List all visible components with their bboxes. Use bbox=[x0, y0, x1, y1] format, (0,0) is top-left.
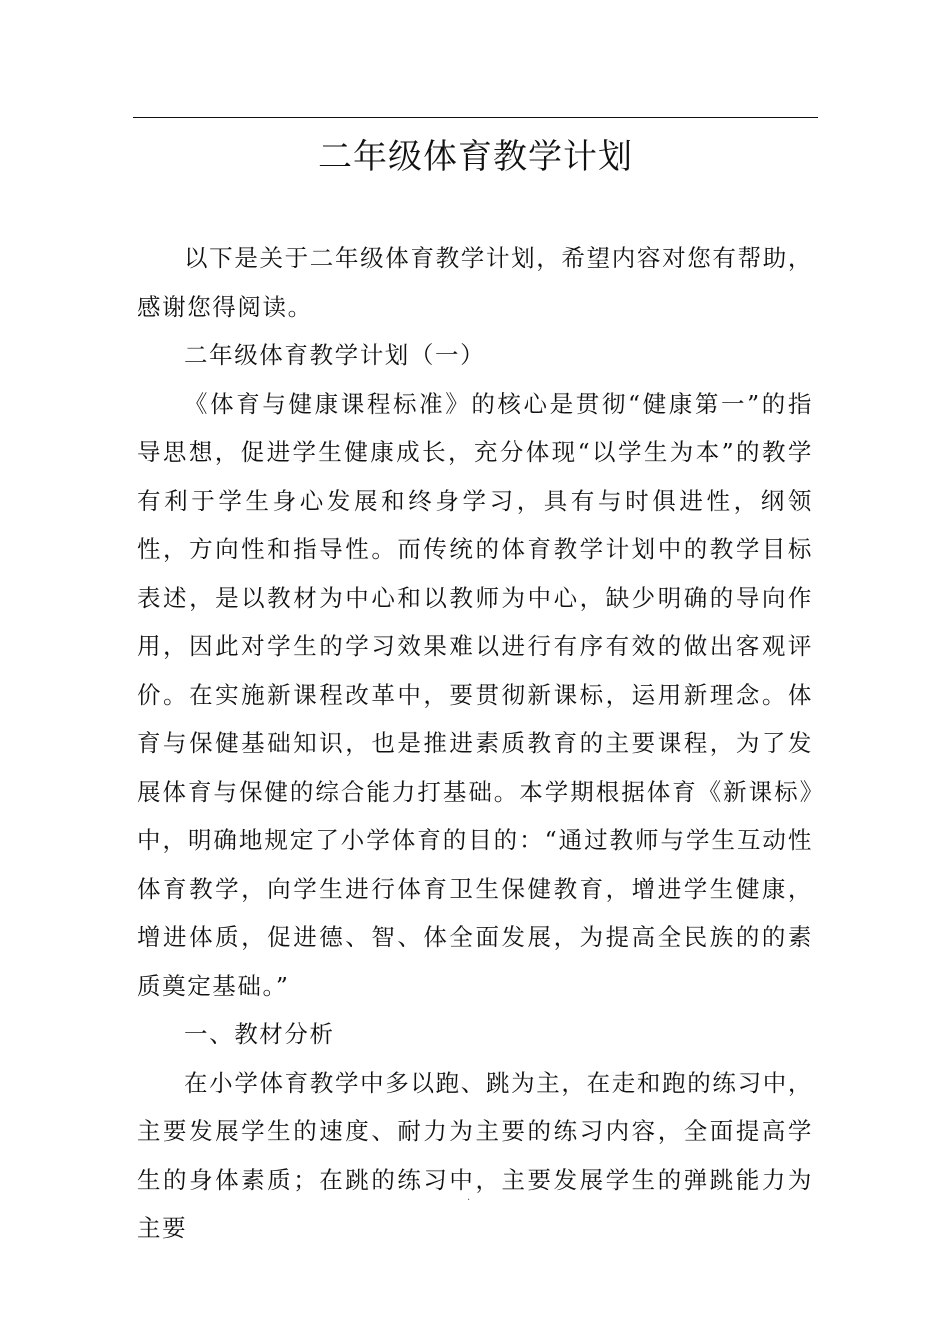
page-footer-mark: . bbox=[467, 1192, 471, 1203]
section-heading-plan-one: 二年级体育教学计划（一） bbox=[184, 341, 486, 369]
document-title: 二年级体育教学计划 bbox=[318, 137, 633, 177]
body-paragraph-material: 在小学体育教学中多以跑、跳为主，在走和跑的练习中，主要发展学生的速度、耐力为主要的练习内容，全面提高学生的身体素质；在跳的练习中，主要发展学生的弹跳能力为主要 bbox=[137, 1068, 813, 1242]
section-heading-material-analysis: 一、教材分析 bbox=[184, 1020, 335, 1048]
document-body bbox=[137, 234, 813, 1253]
header-rule bbox=[133, 117, 818, 118]
intro-paragraph: 以下是关于二年级体育教学计划，希望内容对您有帮助，感谢您得阅读。 bbox=[137, 244, 813, 321]
body-paragraph-standards: 《体育与健康课程标准》的核心是贯彻“健康第一”的指导思想，促进学生健康成长，充分体现“以学生为本”的教学有利于学生身心发展和终身学习，具有与时俱进性，纲领性，方向性和指导性。而传统的体育教学计划中的教学目标表述，是以教材为中心和以教师为中心，缺少明确的导向作用，因此对学生的学习效果难以进行有序有效的做出客观评价。在实施新课程改革中，要贯彻新课标，运用新理念。体育与保健基础知识，也是推进素质教育的主要课程，为了发展体育与保健的综合能力打基础。本学期根据体育《新课标》中，明确地规定了小学体育的目的：“通过教师与学生互动性体育教学，向学生进行体育卫生保健教育，增进学生健康，增进体质，促进德、智、体全面发展，为提高全民族的的素质奠定基础。” bbox=[137, 389, 813, 1000]
